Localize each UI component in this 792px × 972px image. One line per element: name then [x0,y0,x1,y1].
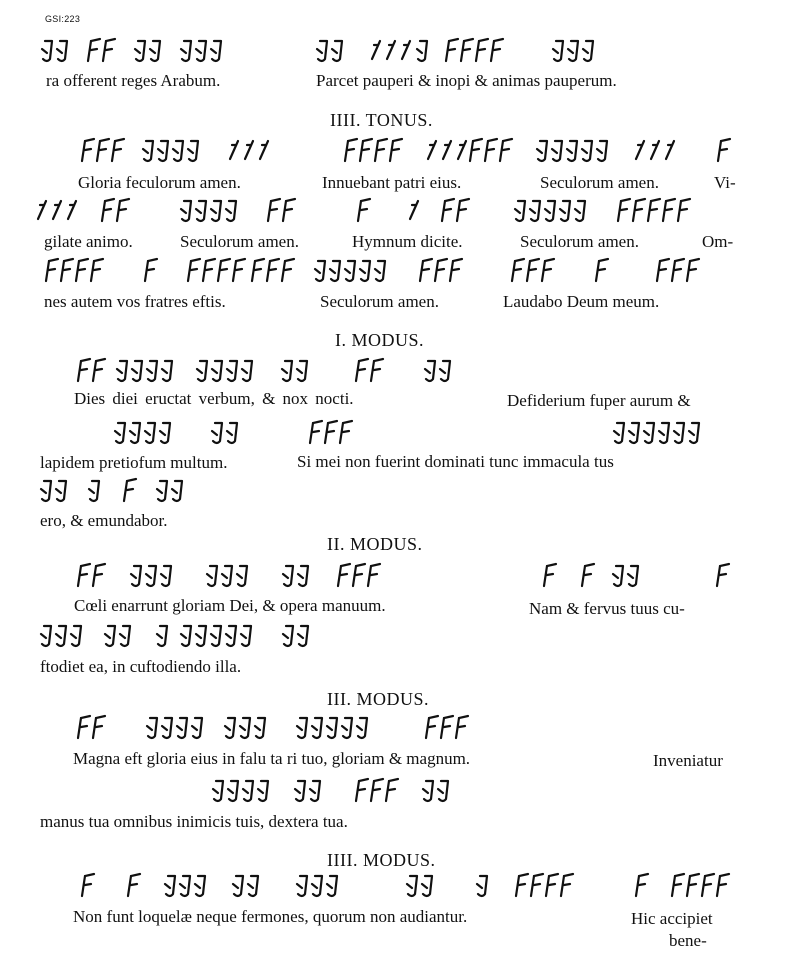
neume-stroke [342,718,352,738]
neume-stroke [115,423,125,443]
neume-stroke [298,566,308,586]
neume-stroke [426,716,438,738]
neume-stroke [375,261,385,281]
neume-stroke [629,423,639,443]
neume-stroke [657,259,669,281]
neume-stroke [243,781,253,801]
neume-stroke [537,141,547,161]
neume-stroke [160,423,170,443]
neume-stroke [567,141,577,161]
neume-stroke [165,876,175,896]
neume-stroke [340,421,352,443]
neume-stroke [120,626,130,646]
neume-stroke [248,876,258,896]
neume-stroke [422,876,432,896]
neume-stroke [353,564,365,586]
neume-stroke [297,361,307,381]
neume-stroke [103,39,115,61]
neume-stroke [53,201,61,219]
neume-stroke [582,141,592,161]
neume-stroke [338,564,350,586]
neume-stroke [117,199,129,221]
neume-stroke [618,199,630,221]
neume-stroke [440,361,450,381]
text-line: Magna eft gloria eius in falu ta ri tuo, gloriam & magnum. [73,749,471,768]
neume-stroke [357,718,367,738]
neume-stroke [568,41,578,61]
neume-stroke [317,41,327,61]
neume-stroke [242,361,252,381]
text-line: Si mei non fuerint dominati tunc immacula tus [297,452,614,471]
neume-stroke [457,199,469,221]
neume-stroke [93,716,105,738]
neume-stroke [390,139,402,161]
neume-stroke [417,41,427,61]
neume-stroke [196,41,206,61]
neume-stroke [241,626,251,646]
neume-stroke [245,141,253,159]
neume-stroke [407,876,417,896]
text-line: Inveniatur [653,751,723,770]
neume-stroke [327,876,337,896]
neume-stroke [252,259,264,281]
neume-stroke [226,201,236,221]
neume-stroke [76,259,88,281]
neume-stroke [131,566,141,586]
neume-stroke [102,199,114,221]
neume-stroke [312,876,322,896]
neume-stroke [461,39,473,61]
text-line: manus tua omnibus inimicis tuis, dextera tua. [40,812,348,831]
neume-stroke [375,139,387,161]
neume-stroke [188,259,200,281]
neume-stroke [718,139,730,161]
neume-stroke [476,39,488,61]
neume-stroke [687,259,699,281]
neume-stroke [71,626,81,646]
text-line: Laudabo Deum meum. [503,292,660,311]
neume-stroke [717,564,729,586]
text-line: Dies diei eructat verbum, & nox nocti. [74,389,354,408]
text-line: nes autem vos fratres eftis. [44,292,226,311]
neume-stroke [387,41,395,59]
neume-stroke [428,141,436,159]
neume-stroke [702,874,714,896]
neume-stroke [255,718,265,738]
neume-stroke [575,201,585,221]
neume-stroke [197,361,207,381]
neume-stroke [89,481,99,501]
neume-stroke [61,259,73,281]
neume-stroke [237,566,247,586]
neume-stroke [553,41,563,61]
neume-stroke [173,141,183,161]
text-line: Cœli enarrunt gloriam Dei, & opera manuum. [74,596,386,615]
neume-stroke [597,141,607,161]
neume-stroke [310,421,322,443]
neume-stroke [371,359,383,381]
neume-stroke [196,626,206,646]
neume-stroke [143,141,153,161]
neume-stroke [441,716,453,738]
neume-stroke [91,259,103,281]
neume-stroke [372,41,380,59]
text-line: Hic accipiet [631,909,713,928]
neume-stroke [552,141,562,161]
text-line: Hymnum dicite. [352,232,463,251]
neume-stroke [181,41,191,61]
neume-stroke [470,139,482,161]
text-line: Nam & fervus tuus cu- [529,599,685,618]
neume-stroke [516,874,528,896]
text-line: Non funt loquelæ neque fermones, quorum non audiantur. [73,907,468,926]
text-line: Vi- [714,173,736,192]
neume-stroke [561,874,573,896]
neume-stroke [644,423,654,443]
neume-stroke [546,874,558,896]
neume-stroke [227,361,237,381]
text-line: Seculorum amen. [540,173,659,192]
neume-stroke [258,781,268,801]
neume-stroke [651,141,659,159]
neume-stroke [442,199,454,221]
neume-stroke [345,261,355,281]
neume-stroke [211,41,221,61]
neume-stroke [147,361,157,381]
neume-stroke [78,564,90,586]
neume-stroke [330,261,340,281]
section-heading: IIII. TONUS. [330,110,433,130]
text-line: lapidem pretiofum multum. [40,453,228,472]
neume-stroke [614,423,624,443]
neume-stroke [195,876,205,896]
neume-stroke [230,141,238,159]
neume-stroke [157,626,167,646]
text-line: Parcet pauperi & inopi & animas pauperum. [316,71,617,90]
neume-stroke [545,201,555,221]
neume-stroke [310,781,320,801]
neume-stroke [295,781,305,801]
neume-stroke [68,201,76,219]
text-line: Om- [702,232,734,251]
section-heading: II. MODUS. [327,534,423,554]
neume-stroke [345,139,357,161]
neume-stroke [689,423,699,443]
neume-stroke [38,201,46,219]
neume-stroke [188,141,198,161]
neume-stroke [663,199,675,221]
neume-stroke [325,421,337,443]
section-heading: III. MODUS. [327,689,429,709]
text-line: Innuebant patri eius. [322,173,462,192]
neume-stroke [674,423,684,443]
text-line: Seculorum amen. [520,232,639,251]
neume-stroke [132,361,142,381]
neume-stroke [157,481,167,501]
neume-stroke [228,781,238,801]
neume-stroke [180,876,190,896]
neume-stroke [222,566,232,586]
neume-stroke [181,626,191,646]
neume-stroke [491,39,503,61]
neume-stroke [356,779,368,801]
neume-stroke [158,141,168,161]
neume-stroke [56,481,66,501]
neume-stroke [633,199,645,221]
neume-stroke [212,361,222,381]
neume-stroke [356,359,368,381]
neume-stroke [135,41,145,61]
text-line: ftodiet ea, in cuftodiendo illa. [40,657,242,676]
neume-stroke [500,139,512,161]
neume-stroke [327,718,337,738]
neume-stroke [583,41,593,61]
neume-stroke [268,199,280,221]
text-line: Gloria feculorum amen. [78,173,241,192]
neume-stroke [212,423,222,443]
neume-stroke [225,718,235,738]
neume-stroke [717,874,729,896]
neume-stroke [233,259,245,281]
neume-stroke [283,626,293,646]
neume-stroke [161,566,171,586]
neume-stroke [477,876,487,896]
neume-stroke [628,566,638,586]
neume-stroke [93,564,105,586]
neume-stroke [145,423,155,443]
neume-stroke [435,259,447,281]
neume-stroke [196,201,206,221]
neume-stroke [41,626,51,646]
neume-stroke [260,141,268,159]
neume-stroke [544,564,556,586]
neume-stroke [267,259,279,281]
neume-stroke [226,626,236,646]
neume-stroke [360,139,372,161]
neume-stroke [128,874,140,896]
neume-stroke [420,259,432,281]
neume-stroke [124,479,136,501]
neume-stroke [560,201,570,221]
neume-stroke [112,139,124,161]
neume-stroke [687,874,699,896]
neume-stroke [56,626,66,646]
neume-stroke [423,781,433,801]
neume-stroke [218,259,230,281]
neume-stroke [531,874,543,896]
neume-stroke [147,718,157,738]
neume-stroke [93,359,105,381]
neume-stroke [450,259,462,281]
text-line: ero, & emundabor. [40,511,168,530]
text-line: Seculorum amen. [180,232,299,251]
neume-stroke [78,716,90,738]
neume-stroke [358,199,370,221]
neume-stroke [512,259,524,281]
neume-stroke [456,716,468,738]
page-tag: GSI:223 [45,14,81,24]
neume-stroke [485,139,497,161]
neume-stroke [613,566,623,586]
neume-stroke [636,141,644,159]
neume-stroke [596,259,608,281]
section-heading: I. MODUS. [335,330,425,350]
neume-stroke [162,361,172,381]
neume-stroke [130,423,140,443]
neume-stroke [648,199,660,221]
neume-stroke [672,874,684,896]
neume-stroke [527,259,539,281]
neume-stroke [145,259,157,281]
neume-stroke [297,876,307,896]
neume-stroke [666,141,674,159]
text-line: ra offerent reges Arabum. [46,71,221,90]
neume-stroke [146,566,156,586]
neume-stroke [213,781,223,801]
neume-stroke [240,718,250,738]
neume-stroke [443,141,451,159]
neume-stroke [105,626,115,646]
text-line: Seculorum amen. [320,292,439,311]
neume-stroke [530,201,540,221]
neume-stroke [438,781,448,801]
neume-stroke [172,481,182,501]
neume-stroke [458,141,466,159]
neume-stroke [192,718,202,738]
neume-stroke [298,626,308,646]
neume-stroke [425,361,435,381]
neume-stroke [207,566,217,586]
neume-stroke [315,261,325,281]
neume-stroke [283,566,293,586]
neume-stroke [515,201,525,221]
neume-stroke [162,718,172,738]
neume-stroke [542,259,554,281]
neume-stroke [312,718,322,738]
text-line: bene- [669,931,707,950]
text-line: gilate animo. [44,232,133,251]
neume-stroke [203,259,215,281]
neume-stroke [82,139,94,161]
neume-stroke [282,259,294,281]
neume-stroke [283,199,295,221]
neume-stroke [282,361,292,381]
neume-stroke [360,261,370,281]
neume-stroke [446,39,458,61]
neume-stroke [97,139,109,161]
neume-stroke [82,874,94,896]
neume-stroke [386,779,398,801]
neume-stroke [672,259,684,281]
neume-stroke [582,564,594,586]
neume-stroke [41,481,51,501]
neume-stroke [57,41,67,61]
neume-stroke [211,626,221,646]
neume-stroke [297,718,307,738]
neume-stroke [177,718,187,738]
neume-stroke [117,361,127,381]
neume-stroke [88,39,100,61]
neume-stroke [659,423,669,443]
neume-stroke [678,199,690,221]
neume-stroke [227,423,237,443]
neume-stroke [332,41,342,61]
neume-stroke [402,41,410,59]
neume-stroke [46,259,58,281]
neume-stroke [78,359,90,381]
neume-stroke [211,201,221,221]
text-line: Defiderium fuper aurum & [507,391,691,410]
section-heading: IIII. MODUS. [327,850,436,870]
neume-stroke [371,779,383,801]
neume-stroke [636,874,648,896]
neume-stroke [42,41,52,61]
neume-stroke [368,564,380,586]
neume-stroke [410,201,418,219]
neume-stroke [150,41,160,61]
neume-stroke [181,201,191,221]
neume-stroke [233,876,243,896]
